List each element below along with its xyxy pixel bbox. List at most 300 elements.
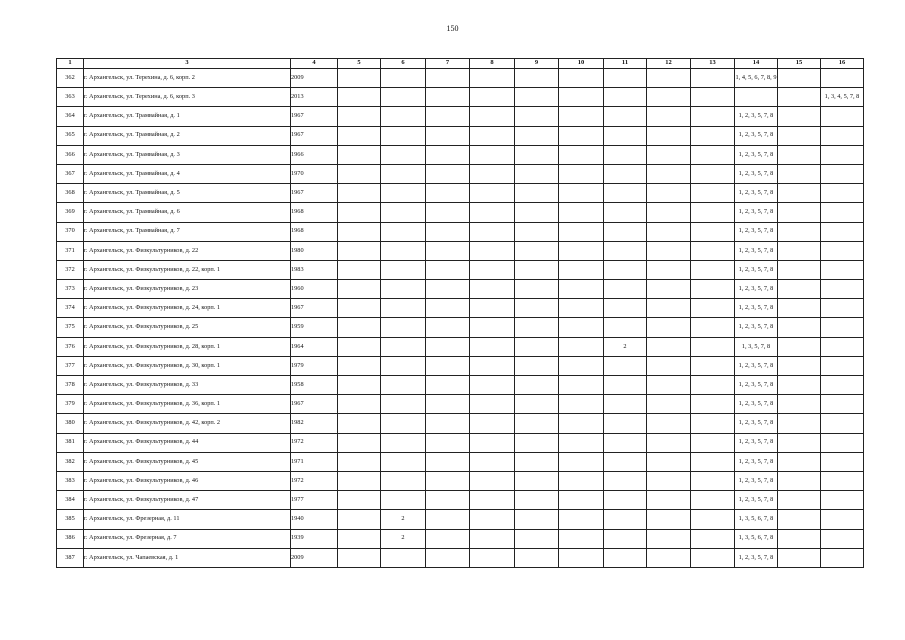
col9-cell bbox=[515, 452, 559, 471]
col7-cell bbox=[426, 548, 470, 567]
col6-cell bbox=[381, 414, 426, 433]
col8-cell bbox=[470, 548, 515, 567]
year-cell: 1972 bbox=[291, 471, 338, 490]
year-cell: 1971 bbox=[291, 452, 338, 471]
col12-cell bbox=[647, 414, 691, 433]
col8-cell bbox=[470, 203, 515, 222]
table-row bbox=[57, 471, 864, 490]
address-cell: г. Архангельск, ул. Трамвайная, д. 3 bbox=[84, 145, 291, 164]
col12-cell bbox=[647, 280, 691, 299]
col10-cell bbox=[559, 222, 604, 241]
col13-cell bbox=[691, 126, 735, 145]
col6-cell bbox=[381, 203, 426, 222]
col9-cell bbox=[515, 337, 559, 356]
row-number-cell: 367 bbox=[57, 164, 84, 183]
col9-cell bbox=[515, 69, 559, 88]
col7-cell bbox=[426, 260, 470, 279]
address-cell: г. Архангельск, ул. Физкультурников, д. 47 bbox=[84, 491, 291, 510]
col16-cell bbox=[821, 471, 864, 490]
row-number-cell: 385 bbox=[57, 510, 84, 529]
col16-cell bbox=[821, 376, 864, 395]
address-cell: г. Архангельск, ул. Трамвайная, д. 7 bbox=[84, 222, 291, 241]
col13-cell bbox=[691, 69, 735, 88]
table-row bbox=[57, 529, 864, 548]
column-header: 1 bbox=[57, 59, 84, 69]
col15-cell bbox=[778, 395, 821, 414]
table-row bbox=[57, 222, 864, 241]
col5-cell bbox=[338, 395, 381, 414]
address-cell: г. Архангельск, ул. Физкультурников, д. 44 bbox=[84, 433, 291, 452]
col12-cell bbox=[647, 395, 691, 414]
column-header: 4 bbox=[291, 59, 338, 69]
col9-cell bbox=[515, 203, 559, 222]
col8-cell bbox=[470, 529, 515, 548]
table-header-row bbox=[57, 59, 864, 69]
col5-cell bbox=[338, 241, 381, 260]
address-cell: г. Архангельск, ул. Физкультурников, д. 36, корп. 1 bbox=[84, 395, 291, 414]
column-header: 6 bbox=[381, 59, 426, 69]
col6-cell bbox=[381, 184, 426, 203]
col15-cell bbox=[778, 491, 821, 510]
address-cell: г. Архангельск, ул. Физкультурников, д. 25 bbox=[84, 318, 291, 337]
col6-cell: 2 bbox=[381, 510, 426, 529]
col5-cell bbox=[338, 107, 381, 126]
col15-cell bbox=[778, 299, 821, 318]
col14-cell: 1, 2, 3, 5, 7, 8 bbox=[735, 126, 778, 145]
col15-cell bbox=[778, 145, 821, 164]
row-number-cell: 365 bbox=[57, 126, 84, 145]
col14-cell: 1, 2, 3, 5, 7, 8 bbox=[735, 280, 778, 299]
col5-cell bbox=[338, 145, 381, 164]
col7-cell bbox=[426, 222, 470, 241]
row-number-cell: 384 bbox=[57, 491, 84, 510]
col8-cell bbox=[470, 69, 515, 88]
col6-cell bbox=[381, 145, 426, 164]
address-cell: г. Архангельск, ул. Фрезерная, д. 11 bbox=[84, 510, 291, 529]
row-number-cell: 363 bbox=[57, 88, 84, 107]
year-cell: 1967 bbox=[291, 395, 338, 414]
col9-cell bbox=[515, 145, 559, 164]
col5-cell bbox=[338, 126, 381, 145]
column-header: 14 bbox=[735, 59, 778, 69]
col13-cell bbox=[691, 376, 735, 395]
col10-cell bbox=[559, 376, 604, 395]
col6-cell bbox=[381, 164, 426, 183]
address-cell: г. Архангельск, ул. Физкультурников, д. 28, корп. 1 bbox=[84, 337, 291, 356]
col5-cell bbox=[338, 356, 381, 375]
col5-cell bbox=[338, 414, 381, 433]
table-row bbox=[57, 395, 864, 414]
row-number-cell: 381 bbox=[57, 433, 84, 452]
column-header: 9 bbox=[515, 59, 559, 69]
col16-cell bbox=[821, 145, 864, 164]
table-row bbox=[57, 260, 864, 279]
year-cell: 1939 bbox=[291, 529, 338, 548]
col5-cell bbox=[338, 88, 381, 107]
col13-cell bbox=[691, 222, 735, 241]
col15-cell bbox=[778, 222, 821, 241]
year-cell: 2009 bbox=[291, 69, 338, 88]
col15-cell bbox=[778, 69, 821, 88]
row-number-cell: 387 bbox=[57, 548, 84, 567]
year-cell: 1983 bbox=[291, 260, 338, 279]
year-cell: 1980 bbox=[291, 241, 338, 260]
col13-cell bbox=[691, 356, 735, 375]
col12-cell bbox=[647, 184, 691, 203]
col14-cell: 1, 2, 3, 5, 7, 8 bbox=[735, 299, 778, 318]
col5-cell bbox=[338, 491, 381, 510]
col12-cell bbox=[647, 471, 691, 490]
col11-cell bbox=[604, 471, 647, 490]
col13-cell bbox=[691, 107, 735, 126]
col11-cell bbox=[604, 145, 647, 164]
col16-cell bbox=[821, 491, 864, 510]
table-row bbox=[57, 356, 864, 375]
col15-cell bbox=[778, 126, 821, 145]
col12-cell bbox=[647, 107, 691, 126]
address-cell: г. Архангельск, ул. Трамвайная, д. 4 bbox=[84, 164, 291, 183]
col12-cell bbox=[647, 88, 691, 107]
col14-cell: 1, 2, 3, 5, 7, 8 bbox=[735, 414, 778, 433]
col16-cell bbox=[821, 241, 864, 260]
column-header: 5 bbox=[338, 59, 381, 69]
col15-cell bbox=[778, 184, 821, 203]
col8-cell bbox=[470, 491, 515, 510]
col15-cell bbox=[778, 337, 821, 356]
row-number-cell: 373 bbox=[57, 280, 84, 299]
col9-cell bbox=[515, 510, 559, 529]
col11-cell bbox=[604, 529, 647, 548]
col16-cell: 1, 3, 4, 5, 7, 8 bbox=[821, 88, 864, 107]
col6-cell bbox=[381, 107, 426, 126]
col8-cell bbox=[470, 145, 515, 164]
col6-cell bbox=[381, 452, 426, 471]
col7-cell bbox=[426, 184, 470, 203]
col8-cell bbox=[470, 184, 515, 203]
col5-cell bbox=[338, 318, 381, 337]
col16-cell bbox=[821, 452, 864, 471]
page-number: 150 bbox=[446, 24, 459, 33]
col6-cell bbox=[381, 471, 426, 490]
table-row bbox=[57, 164, 864, 183]
col16-cell bbox=[821, 164, 864, 183]
col12-cell bbox=[647, 203, 691, 222]
column-header: 12 bbox=[647, 59, 691, 69]
col6-cell bbox=[381, 260, 426, 279]
col9-cell bbox=[515, 471, 559, 490]
col14-cell: 1, 3, 5, 6, 7, 8 bbox=[735, 529, 778, 548]
col5-cell bbox=[338, 299, 381, 318]
col10-cell bbox=[559, 433, 604, 452]
col8-cell bbox=[470, 260, 515, 279]
column-header: 15 bbox=[778, 59, 821, 69]
col15-cell bbox=[778, 318, 821, 337]
col6-cell bbox=[381, 318, 426, 337]
address-cell: г. Архангельск, ул. Физкультурников, д. 33 bbox=[84, 376, 291, 395]
table-row bbox=[57, 510, 864, 529]
table-row bbox=[57, 203, 864, 222]
col5-cell bbox=[338, 280, 381, 299]
table-row bbox=[57, 241, 864, 260]
row-number-cell: 380 bbox=[57, 414, 84, 433]
col16-cell bbox=[821, 107, 864, 126]
col11-cell bbox=[604, 414, 647, 433]
col9-cell bbox=[515, 491, 559, 510]
col7-cell bbox=[426, 88, 470, 107]
col10-cell bbox=[559, 88, 604, 107]
col9-cell bbox=[515, 318, 559, 337]
col5-cell bbox=[338, 510, 381, 529]
col16-cell bbox=[821, 126, 864, 145]
col10-cell bbox=[559, 395, 604, 414]
year-cell: 1966 bbox=[291, 145, 338, 164]
col5-cell bbox=[338, 164, 381, 183]
col14-cell: 1, 2, 3, 5, 7, 8 bbox=[735, 395, 778, 414]
col10-cell bbox=[559, 107, 604, 126]
col8-cell bbox=[470, 452, 515, 471]
col11-cell bbox=[604, 452, 647, 471]
col13-cell bbox=[691, 395, 735, 414]
year-cell: 1967 bbox=[291, 184, 338, 203]
register-table bbox=[56, 58, 864, 568]
address-cell: г. Архангельск, ул. Фрезерная, д. 7 bbox=[84, 529, 291, 548]
col11-cell bbox=[604, 433, 647, 452]
col7-cell bbox=[426, 376, 470, 395]
row-number-cell: 364 bbox=[57, 107, 84, 126]
col13-cell bbox=[691, 510, 735, 529]
address-cell: г. Архангельск, ул. Физкультурников, д. 22 bbox=[84, 241, 291, 260]
col14-cell: 1, 2, 3, 5, 7, 8 bbox=[735, 491, 778, 510]
col9-cell bbox=[515, 184, 559, 203]
col7-cell bbox=[426, 318, 470, 337]
col10-cell bbox=[559, 241, 604, 260]
col10-cell bbox=[559, 184, 604, 203]
address-cell: г. Архангельск, ул. Физкультурников, д. 46 bbox=[84, 471, 291, 490]
col15-cell bbox=[778, 88, 821, 107]
col8-cell bbox=[470, 318, 515, 337]
col13-cell bbox=[691, 452, 735, 471]
col10-cell bbox=[559, 548, 604, 567]
table-row bbox=[57, 107, 864, 126]
table-row bbox=[57, 548, 864, 567]
col5-cell bbox=[338, 548, 381, 567]
table-row bbox=[57, 433, 864, 452]
col8-cell bbox=[470, 107, 515, 126]
col8-cell bbox=[470, 395, 515, 414]
col12-cell bbox=[647, 337, 691, 356]
col15-cell bbox=[778, 241, 821, 260]
col13-cell bbox=[691, 184, 735, 203]
col8-cell bbox=[470, 222, 515, 241]
address-cell: г. Архангельск, ул. Трамвайная, д. 1 bbox=[84, 107, 291, 126]
year-cell: 2013 bbox=[291, 88, 338, 107]
col13-cell bbox=[691, 299, 735, 318]
col16-cell bbox=[821, 356, 864, 375]
col15-cell bbox=[778, 280, 821, 299]
year-cell: 1982 bbox=[291, 414, 338, 433]
address-cell: г. Архангельск, ул. Трамвайная, д. 5 bbox=[84, 184, 291, 203]
col7-cell bbox=[426, 452, 470, 471]
col7-cell bbox=[426, 299, 470, 318]
col8-cell bbox=[470, 337, 515, 356]
year-cell: 1977 bbox=[291, 491, 338, 510]
column-header: 16 bbox=[821, 59, 864, 69]
col11-cell bbox=[604, 203, 647, 222]
col11-cell bbox=[604, 510, 647, 529]
col12-cell bbox=[647, 318, 691, 337]
year-cell: 1968 bbox=[291, 222, 338, 241]
col6-cell bbox=[381, 69, 426, 88]
col8-cell bbox=[470, 241, 515, 260]
col11-cell bbox=[604, 164, 647, 183]
col15-cell bbox=[778, 471, 821, 490]
col6-cell: 2 bbox=[381, 529, 426, 548]
col6-cell bbox=[381, 280, 426, 299]
col13-cell bbox=[691, 529, 735, 548]
col14-cell: 1, 2, 3, 5, 7, 8 bbox=[735, 260, 778, 279]
col14-cell: 1, 2, 3, 5, 7, 8 bbox=[735, 164, 778, 183]
col5-cell bbox=[338, 203, 381, 222]
col8-cell bbox=[470, 471, 515, 490]
year-cell: 1979 bbox=[291, 356, 338, 375]
col9-cell bbox=[515, 395, 559, 414]
year-cell: 1958 bbox=[291, 376, 338, 395]
col12-cell bbox=[647, 491, 691, 510]
col16-cell bbox=[821, 529, 864, 548]
col5-cell bbox=[338, 69, 381, 88]
col9-cell bbox=[515, 241, 559, 260]
col14-cell: 1, 2, 3, 5, 7, 8 bbox=[735, 376, 778, 395]
col14-cell: 1, 2, 3, 5, 7, 8 bbox=[735, 184, 778, 203]
table-row bbox=[57, 126, 864, 145]
col6-cell bbox=[381, 241, 426, 260]
col12-cell bbox=[647, 433, 691, 452]
row-number-cell: 382 bbox=[57, 452, 84, 471]
col14-cell: 1, 2, 3, 5, 7, 8 bbox=[735, 452, 778, 471]
col7-cell bbox=[426, 356, 470, 375]
col15-cell bbox=[778, 260, 821, 279]
address-cell: г. Архангельск, ул. Физкультурников, д. 23 bbox=[84, 280, 291, 299]
year-cell: 1960 bbox=[291, 280, 338, 299]
col5-cell bbox=[338, 184, 381, 203]
col10-cell bbox=[559, 145, 604, 164]
col10-cell bbox=[559, 510, 604, 529]
col5-cell bbox=[338, 376, 381, 395]
col6-cell bbox=[381, 433, 426, 452]
col12-cell bbox=[647, 222, 691, 241]
col7-cell bbox=[426, 69, 470, 88]
col5-cell bbox=[338, 433, 381, 452]
col15-cell bbox=[778, 433, 821, 452]
table-row bbox=[57, 337, 864, 356]
col10-cell bbox=[559, 414, 604, 433]
col15-cell bbox=[778, 203, 821, 222]
col12-cell bbox=[647, 452, 691, 471]
col14-cell: 1, 2, 3, 5, 7, 8 bbox=[735, 356, 778, 375]
col6-cell bbox=[381, 222, 426, 241]
col14-cell: 1, 2, 3, 5, 7, 8 bbox=[735, 471, 778, 490]
table-row bbox=[57, 280, 864, 299]
col7-cell bbox=[426, 164, 470, 183]
table-row bbox=[57, 145, 864, 164]
col13-cell bbox=[691, 491, 735, 510]
col11-cell bbox=[604, 356, 647, 375]
col16-cell bbox=[821, 510, 864, 529]
row-number-cell: 366 bbox=[57, 145, 84, 164]
table-row bbox=[57, 318, 864, 337]
row-number-cell: 371 bbox=[57, 241, 84, 260]
year-cell: 1967 bbox=[291, 107, 338, 126]
col10-cell bbox=[559, 491, 604, 510]
row-number-cell: 369 bbox=[57, 203, 84, 222]
col13-cell bbox=[691, 241, 735, 260]
year-cell: 2009 bbox=[291, 548, 338, 567]
col11-cell bbox=[604, 88, 647, 107]
col14-cell: 1, 3, 5, 6, 7, 8 bbox=[735, 510, 778, 529]
col7-cell bbox=[426, 107, 470, 126]
col11-cell bbox=[604, 548, 647, 567]
col11-cell bbox=[604, 395, 647, 414]
table-row bbox=[57, 376, 864, 395]
col7-cell bbox=[426, 491, 470, 510]
col11-cell bbox=[604, 299, 647, 318]
col13-cell bbox=[691, 337, 735, 356]
col7-cell bbox=[426, 145, 470, 164]
col15-cell bbox=[778, 376, 821, 395]
row-number-cell: 376 bbox=[57, 337, 84, 356]
col7-cell bbox=[426, 433, 470, 452]
row-number-cell: 372 bbox=[57, 260, 84, 279]
col9-cell bbox=[515, 433, 559, 452]
col10-cell bbox=[559, 203, 604, 222]
col15-cell bbox=[778, 510, 821, 529]
col9-cell bbox=[515, 548, 559, 567]
address-cell: г. Архангельск, ул. Чапаевская, д. 1 bbox=[84, 548, 291, 567]
col5-cell bbox=[338, 260, 381, 279]
row-number-cell: 383 bbox=[57, 471, 84, 490]
col13-cell bbox=[691, 433, 735, 452]
col8-cell bbox=[470, 433, 515, 452]
col14-cell: 1, 4, 5, 6, 7, 8, 9 bbox=[735, 69, 778, 88]
address-cell: г. Архангельск, ул. Терехина, д. 6, корп. 2 bbox=[84, 69, 291, 88]
col11-cell bbox=[604, 69, 647, 88]
col7-cell bbox=[426, 395, 470, 414]
address-cell: г. Архангельск, ул. Физкультурников, д. 45 bbox=[84, 452, 291, 471]
col12-cell bbox=[647, 260, 691, 279]
address-cell: г. Архангельск, ул. Трамвайная, д. 2 bbox=[84, 126, 291, 145]
col16-cell bbox=[821, 203, 864, 222]
col12-cell bbox=[647, 299, 691, 318]
year-cell: 1940 bbox=[291, 510, 338, 529]
col9-cell bbox=[515, 414, 559, 433]
col12-cell bbox=[647, 356, 691, 375]
address-cell: г. Архангельск, ул. Физкультурников, д. 22, корп. 1 bbox=[84, 260, 291, 279]
col13-cell bbox=[691, 164, 735, 183]
year-cell: 1968 bbox=[291, 203, 338, 222]
col13-cell bbox=[691, 548, 735, 567]
row-number-cell: 374 bbox=[57, 299, 84, 318]
year-cell: 1967 bbox=[291, 126, 338, 145]
col8-cell bbox=[470, 280, 515, 299]
col9-cell bbox=[515, 164, 559, 183]
col12-cell bbox=[647, 126, 691, 145]
table-row bbox=[57, 299, 864, 318]
col13-cell bbox=[691, 471, 735, 490]
col16-cell bbox=[821, 299, 864, 318]
col10-cell bbox=[559, 337, 604, 356]
col7-cell bbox=[426, 529, 470, 548]
col8-cell bbox=[470, 164, 515, 183]
